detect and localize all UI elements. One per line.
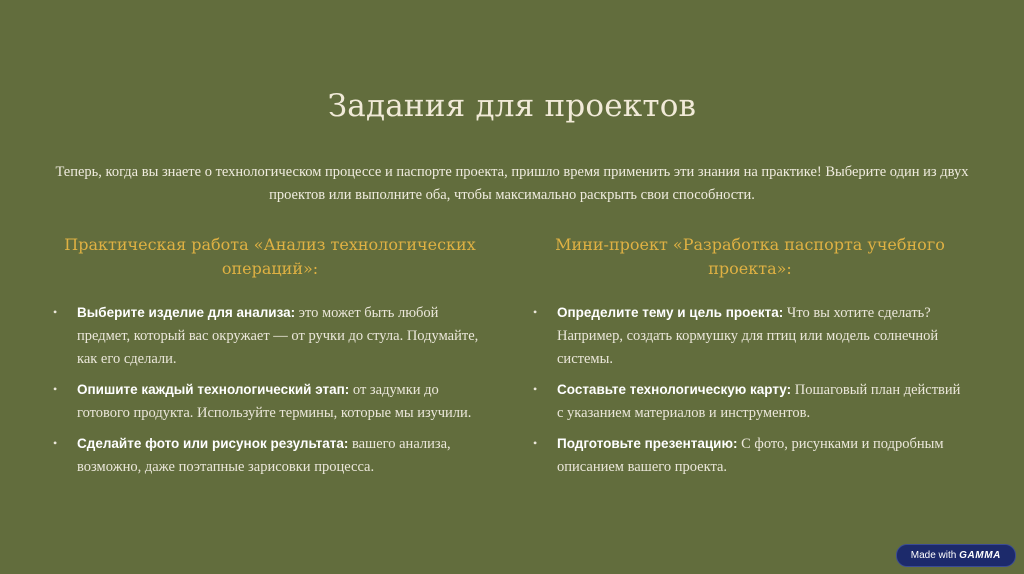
list-item-lead: Подготовьте презентацию: <box>557 436 738 451</box>
list-item-lead: Сделайте фото или рисунок результата: <box>77 436 349 451</box>
list-item <box>50 432 490 479</box>
bullet-icon: • <box>53 382 58 396</box>
list-item-lead: Составьте технологическую карту: <box>557 382 792 397</box>
column-heading: Практическая работа «Анализ технологических операций»: <box>64 235 476 278</box>
gamma-logo: GAMMA <box>959 550 1001 561</box>
bullet-icon: • <box>533 305 538 319</box>
list-item-text: вашего анализа, возможно, даже поэтапные зарисовки процесса. <box>77 436 451 475</box>
project-column-practical-work <box>50 233 490 486</box>
bullet-icon: • <box>533 382 538 396</box>
badge-prefix: Made with <box>910 550 960 561</box>
made-with-gamma-badge[interactable] <box>896 544 1016 567</box>
list-item <box>530 301 970 371</box>
list-item-lead: Выберите изделие для анализа: <box>77 305 296 320</box>
list-item-text: это может быть любой предмет, который вас окружает — от ручки до стула. Подумайте, как его сделали. <box>77 305 479 367</box>
slide-title: Задания для проектов <box>327 88 697 124</box>
task-list <box>50 301 490 479</box>
list-item-text: Пошаговый план действий с указанием материалов и инструментов. <box>557 382 961 421</box>
slide-intro-text: Теперь, когда вы знаете о технологическом процессе и паспорте проекта, пришло время применить эти знания на практике! Выберите один из двух проектов или выполните оба, чтобы максимально раскрыть свои способности. <box>55 164 969 203</box>
list-item-text: Что вы хотите сделать? Например, создать кормушку для птиц или модель солнечной системы. <box>557 305 939 367</box>
list-item-lead: Определите тему и цель проекта: <box>557 305 784 320</box>
list-item-lead: Опишите каждый технологический этап: <box>77 382 350 397</box>
project-column-mini-project <box>530 233 970 486</box>
bullet-icon: • <box>53 305 58 319</box>
list-item <box>50 378 490 425</box>
list-item-text: от задумки до готового продукта. Используйте термины, которые мы изучили. <box>77 382 472 421</box>
list-item <box>530 378 970 425</box>
task-list <box>530 301 970 479</box>
bullet-icon: • <box>533 436 538 450</box>
bullet-icon: • <box>53 436 58 450</box>
list-item-text: С фото, рисунками и подробным описанием вашего проекта. <box>557 436 944 475</box>
list-item <box>50 301 490 371</box>
column-heading: Мини-проект «Разработка паспорта учебного проекта»: <box>555 235 945 278</box>
list-item <box>530 432 970 479</box>
